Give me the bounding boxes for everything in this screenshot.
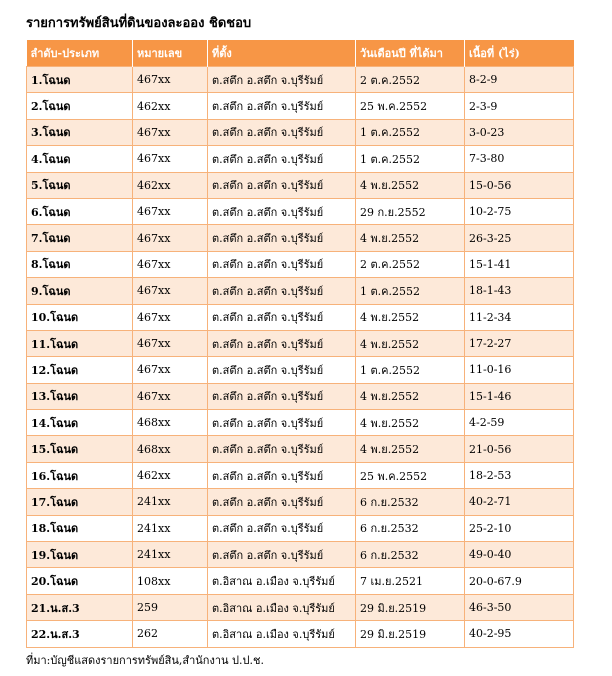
table-row [27,436,574,462]
cell-location: ต.สตึก อ.สตึก จ.บุรีรัมย์ [208,357,356,383]
cell-type: 10.โฉนด [27,304,133,330]
table-row [27,251,574,277]
cell-number: 467xx [133,357,208,383]
cell-location: ต.สตึก อ.สตึก จ.บุรีรัมย์ [208,278,356,304]
cell-area: 15-0-56 [465,172,574,198]
cell-type: 22.น.ส.3 [27,621,133,647]
table-row [27,172,574,198]
table-row [27,119,574,145]
cell-location: ต.สตึก อ.สตึก จ.บุรีรัมย์ [208,304,356,330]
cell-location: ต.สตึก อ.สตึก จ.บุรีรัมย์ [208,383,356,409]
cell-area: 7-3-80 [465,146,574,172]
cell-type: 5.โฉนด [27,172,133,198]
table-row [27,515,574,541]
cell-location: ต.สตึก อ.สตึก จ.บุรีรัมย์ [208,436,356,462]
cell-number: 468xx [133,410,208,436]
source-note: ที่มา:บัญชีแสดงรายการทรัพย์สิน,สำนักงาน ป.ป.ช. [26,654,264,667]
cell-number: 241xx [133,542,208,568]
cell-number: 467xx [133,278,208,304]
cell-area: 49-0-40 [465,542,574,568]
cell-date: 25 พ.ค.2552 [356,93,465,119]
cell-date: 7 เม.ย.2521 [356,568,465,594]
table-row [27,621,574,647]
cell-number: 467xx [133,198,208,224]
cell-type: 21.น.ส.3 [27,594,133,620]
cell-number: 462xx [133,93,208,119]
table-row [27,225,574,251]
cell-number: 262 [133,621,208,647]
cell-date: 1 ต.ค.2552 [356,278,465,304]
table-row [27,146,574,172]
cell-date: 2 ต.ค.2552 [356,251,465,277]
cell-type: 12.โฉนด [27,357,133,383]
cell-type: 17.โฉนด [27,489,133,515]
cell-area: 17-2-27 [465,330,574,356]
cell-area: 40-2-95 [465,621,574,647]
cell-area: 8-2-9 [465,67,574,93]
cell-date: 6 ก.ย.2532 [356,542,465,568]
cell-date: 4 พ.ย.2552 [356,304,465,330]
cell-location: ต.อิสาณ อ.เมือง จ.บุรีรัมย์ [208,594,356,620]
cell-date: 4 พ.ย.2552 [356,330,465,356]
cell-area: 40-2-71 [465,489,574,515]
cell-date: 6 ก.ย.2532 [356,515,465,541]
cell-type: 9.โฉนด [27,278,133,304]
cell-date: 25 พ.ค.2552 [356,462,465,488]
cell-date: 4 พ.ย.2552 [356,225,465,251]
cell-number: 467xx [133,146,208,172]
cell-number: 468xx [133,436,208,462]
cell-area: 21-0-56 [465,436,574,462]
cell-type: 18.โฉนด [27,515,133,541]
table-row [27,568,574,594]
table-row [27,357,574,383]
cell-date: 4 พ.ย.2552 [356,172,465,198]
cell-area: 20-0-67.9 [465,568,574,594]
cell-number: 467xx [133,119,208,145]
cell-type: 15.โฉนด [27,436,133,462]
cell-location: ต.สตึก อ.สตึก จ.บุรีรัมย์ [208,542,356,568]
cell-number: 462xx [133,172,208,198]
cell-area: 3-0-23 [465,119,574,145]
cell-number: 467xx [133,383,208,409]
table-row [27,489,574,515]
table-row [27,410,574,436]
column-header-location: ที่ตั้ง [208,40,356,67]
cell-location: ต.สตึก อ.สตึก จ.บุรีรัมย์ [208,462,356,488]
cell-date: 4 พ.ย.2552 [356,436,465,462]
cell-type: 6.โฉนด [27,198,133,224]
cell-date: 4 พ.ย.2552 [356,383,465,409]
cell-number: 241xx [133,489,208,515]
column-header-area: เนื้อที่ (ไร่) [465,40,574,67]
table-row [27,198,574,224]
cell-type: 19.โฉนด [27,542,133,568]
cell-location: ต.อิสาณ อ.เมือง จ.บุรีรัมย์ [208,568,356,594]
cell-area: 15-1-46 [465,383,574,409]
cell-date: 2 ต.ค.2552 [356,67,465,93]
cell-date: 1 ต.ค.2552 [356,146,465,172]
cell-location: ต.สตึก อ.สตึก จ.บุรีรัมย์ [208,119,356,145]
column-header-number: หมายเลข [133,40,208,67]
cell-number: 108xx [133,568,208,594]
cell-location: ต.สตึก อ.สตึก จ.บุรีรัมย์ [208,146,356,172]
table-row [27,594,574,620]
cell-date: 29 ก.ย.2552 [356,198,465,224]
table-header [27,40,574,67]
asset-table [26,40,574,648]
cell-type: 16.โฉนด [27,462,133,488]
cell-area: 18-1-43 [465,278,574,304]
cell-date: 1 ต.ค.2552 [356,119,465,145]
cell-area: 11-0-16 [465,357,574,383]
cell-number: 467xx [133,330,208,356]
cell-area: 4-2-59 [465,410,574,436]
table-row [27,278,574,304]
cell-date: 6 ก.ย.2532 [356,489,465,515]
cell-location: ต.สตึก อ.สตึก จ.บุรีรัมย์ [208,225,356,251]
cell-area: 46-3-50 [465,594,574,620]
cell-area: 18-2-53 [465,462,574,488]
table-row [27,93,574,119]
cell-number: 467xx [133,67,208,93]
table-row [27,67,574,93]
cell-number: 259 [133,594,208,620]
cell-location: ต.สตึก อ.สตึก จ.บุรีรัมย์ [208,489,356,515]
cell-number: 467xx [133,304,208,330]
table-row [27,383,574,409]
cell-location: ต.สตึก อ.สตึก จ.บุรีรัมย์ [208,410,356,436]
table-row [27,304,574,330]
cell-type: 8.โฉนด [27,251,133,277]
cell-location: ต.สตึก อ.สตึก จ.บุรีรัมย์ [208,67,356,93]
cell-location: ต.สตึก อ.สตึก จ.บุรีรัมย์ [208,330,356,356]
cell-date: 1 ต.ค.2552 [356,357,465,383]
cell-area: 26-3-25 [465,225,574,251]
cell-type: 14.โฉนด [27,410,133,436]
cell-number: 241xx [133,515,208,541]
cell-area: 25-2-10 [465,515,574,541]
cell-number: 467xx [133,251,208,277]
table-body [27,67,574,648]
page-title: รายการทรัพย์สินที่ดินของละออง ชิดชอบ [26,16,252,31]
column-header-date: วันเดือนปี ที่ได้มา [356,40,465,67]
cell-area: 2-3-9 [465,93,574,119]
cell-date: 29 มิ.ย.2519 [356,621,465,647]
cell-type: 7.โฉนด [27,225,133,251]
table-row [27,462,574,488]
table-row [27,330,574,356]
cell-number: 467xx [133,225,208,251]
cell-type: 4.โฉนด [27,146,133,172]
cell-location: ต.อิสาณ อ.เมือง จ.บุรีรัมย์ [208,621,356,647]
cell-location: ต.สตึก อ.สตึก จ.บุรีรัมย์ [208,198,356,224]
cell-type: 1.โฉนด [27,67,133,93]
cell-type: 13.โฉนด [27,383,133,409]
header-row [27,40,574,67]
cell-location: ต.สตึก อ.สตึก จ.บุรีรัมย์ [208,93,356,119]
cell-location: ต.สตึก อ.สตึก จ.บุรีรัมย์ [208,172,356,198]
cell-number: 462xx [133,462,208,488]
cell-date: 4 พ.ย.2552 [356,410,465,436]
cell-type: 20.โฉนด [27,568,133,594]
cell-location: ต.สตึก อ.สตึก จ.บุรีรัมย์ [208,251,356,277]
cell-area: 11-2-34 [465,304,574,330]
cell-date: 29 มิ.ย.2519 [356,594,465,620]
column-header-type: ลำดับ-ประเภท [27,40,133,67]
table-row [27,542,574,568]
cell-location: ต.สตึก อ.สตึก จ.บุรีรัมย์ [208,515,356,541]
cell-area: 15-1-41 [465,251,574,277]
cell-type: 2.โฉนด [27,93,133,119]
cell-type: 11.โฉนด [27,330,133,356]
cell-type: 3.โฉนด [27,119,133,145]
cell-area: 10-2-75 [465,198,574,224]
